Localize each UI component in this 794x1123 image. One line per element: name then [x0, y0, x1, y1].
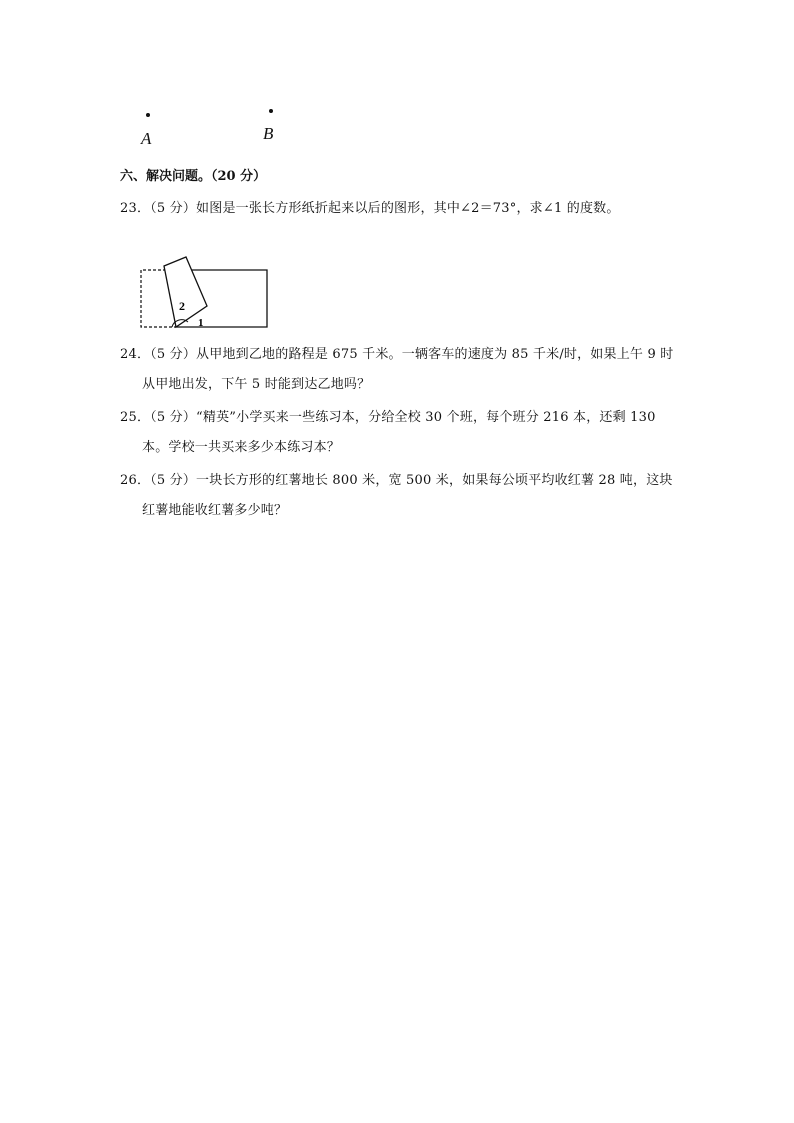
question-25-line-1: 25．（5 分）“精英”小学买来一些练习本，分给全校 30 个班，每个班分 216 本，还剩 130: [120, 410, 656, 425]
point-a-label: A: [141, 129, 152, 148]
point-a-dot: [146, 113, 150, 117]
question-23-line-1: 23．（5 分）如图是一张长方形纸折起来以后的图形，其中∠2＝73°，求∠1 的度数。: [120, 201, 620, 216]
folded-paper-figure: [136, 252, 272, 332]
question-24-line-2: 从甲地出发，下午 5 时能到达乙地吗？: [142, 377, 371, 392]
question-25-line-2: 本。学校一共买来多少本练习本？: [142, 440, 341, 455]
question-26-line-2: 红薯地能收红薯多少吨？: [142, 503, 288, 518]
point-b-label: B: [263, 124, 274, 143]
question-26-line-1: 26．（5 分）一块长方形的红薯地长 800 米，宽 500 米，如果每公顷平均收红薯 28 吨，这块: [120, 473, 673, 488]
angle-1-label: 1: [198, 317, 204, 329]
point-b-dot: [269, 109, 273, 113]
question-24-line-1: 24．（5 分）从甲地到乙地的路程是 675 千米。一辆客车的速度为 85 千米/时，如果上午 9 时: [120, 347, 674, 362]
section-title: 六、解决问题。（20 分）: [120, 169, 267, 184]
angle-2-label: 2: [179, 299, 185, 313]
